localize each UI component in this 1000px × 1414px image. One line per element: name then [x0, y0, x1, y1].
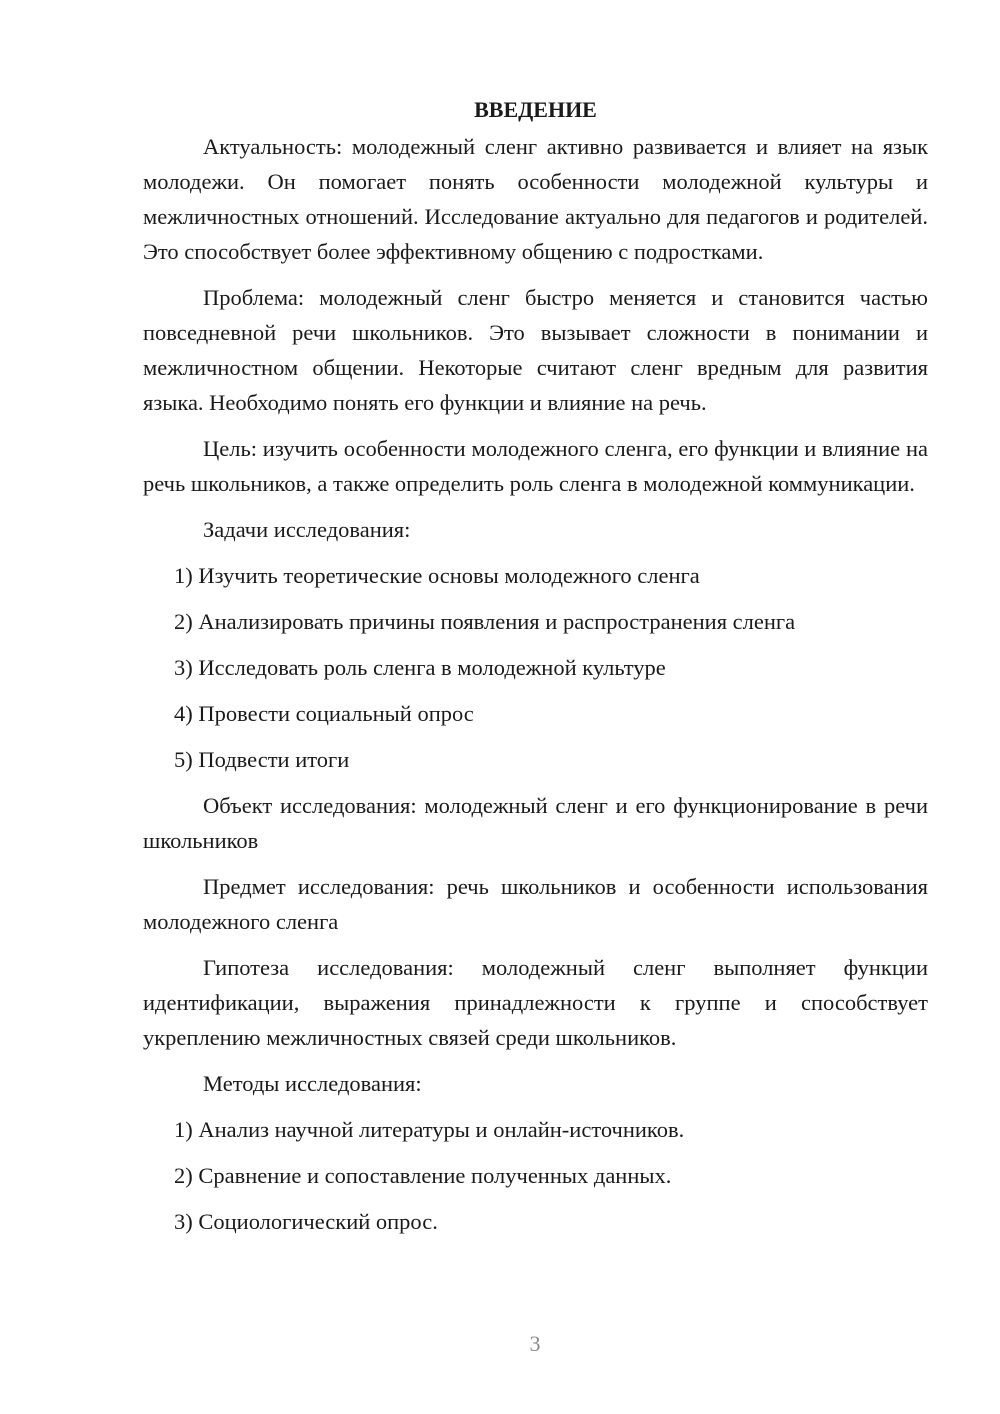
list-item: 3) Исследовать роль сленга в молодежной культуре — [174, 655, 666, 680]
goal-paragraph: Цель: изучить особенности молодежного сленга, его функции и влияние на речь школьников, а также определить роль сленга в молодежной коммуникации. — [143, 436, 928, 496]
list-item: 3) Социологический опрос. — [174, 1209, 438, 1234]
document-body — [143, 92, 928, 1250]
list-item: 4) Провести социальный опрос — [174, 701, 474, 726]
tasks-heading: Задачи исследования: — [203, 517, 411, 542]
page-number: 3 — [529, 1331, 541, 1356]
tasks-list — [143, 558, 928, 777]
list-item: 2) Сравнение и сопоставление полученных данных. — [174, 1163, 672, 1188]
list-item: 5) Подвести итоги — [174, 747, 350, 772]
list-item: 1) Изучить теоретические основы молодежного сленга — [174, 563, 700, 588]
subject-paragraph: Предмет исследования: речь школьников и особенности использования молодежного сленга — [143, 874, 928, 934]
methods-list — [143, 1112, 928, 1239]
methods-heading: Методы исследования: — [203, 1071, 422, 1096]
hypothesis-paragraph: Гипотеза исследования: молодежный сленг выполняет функции идентификации, выражения принадлежности к группе и способствует укреплению межличностных связей среди школьников. — [143, 955, 928, 1050]
relevance-paragraph: Актуальность: молодежный сленг активно развивается и влияет на язык молодежи. Он помогает понять особенности молодежной культуры и межличностных отношений. Исследование актуально для педагогов и родителей. Это способствует более эффективному общению с подростками. — [143, 134, 928, 264]
object-paragraph: Объект исследования: молодежный сленг и его функционирование в речи школьников — [143, 793, 928, 853]
problem-paragraph: Проблема: молодежный сленг быстро меняется и становится частью повседневной речи школьников. Это вызывает сложности в понимании и межличностном общении. Некоторые считают сленг вредным для развития языка. Необходимо понять его функции и влияние на речь. — [143, 285, 928, 415]
list-item: 1) Анализ научной литературы и онлайн-источников. — [174, 1117, 685, 1142]
page-title: ВВЕДЕНИЕ — [474, 97, 597, 122]
list-item: 2) Анализировать причины появления и распространения сленга — [174, 609, 796, 634]
